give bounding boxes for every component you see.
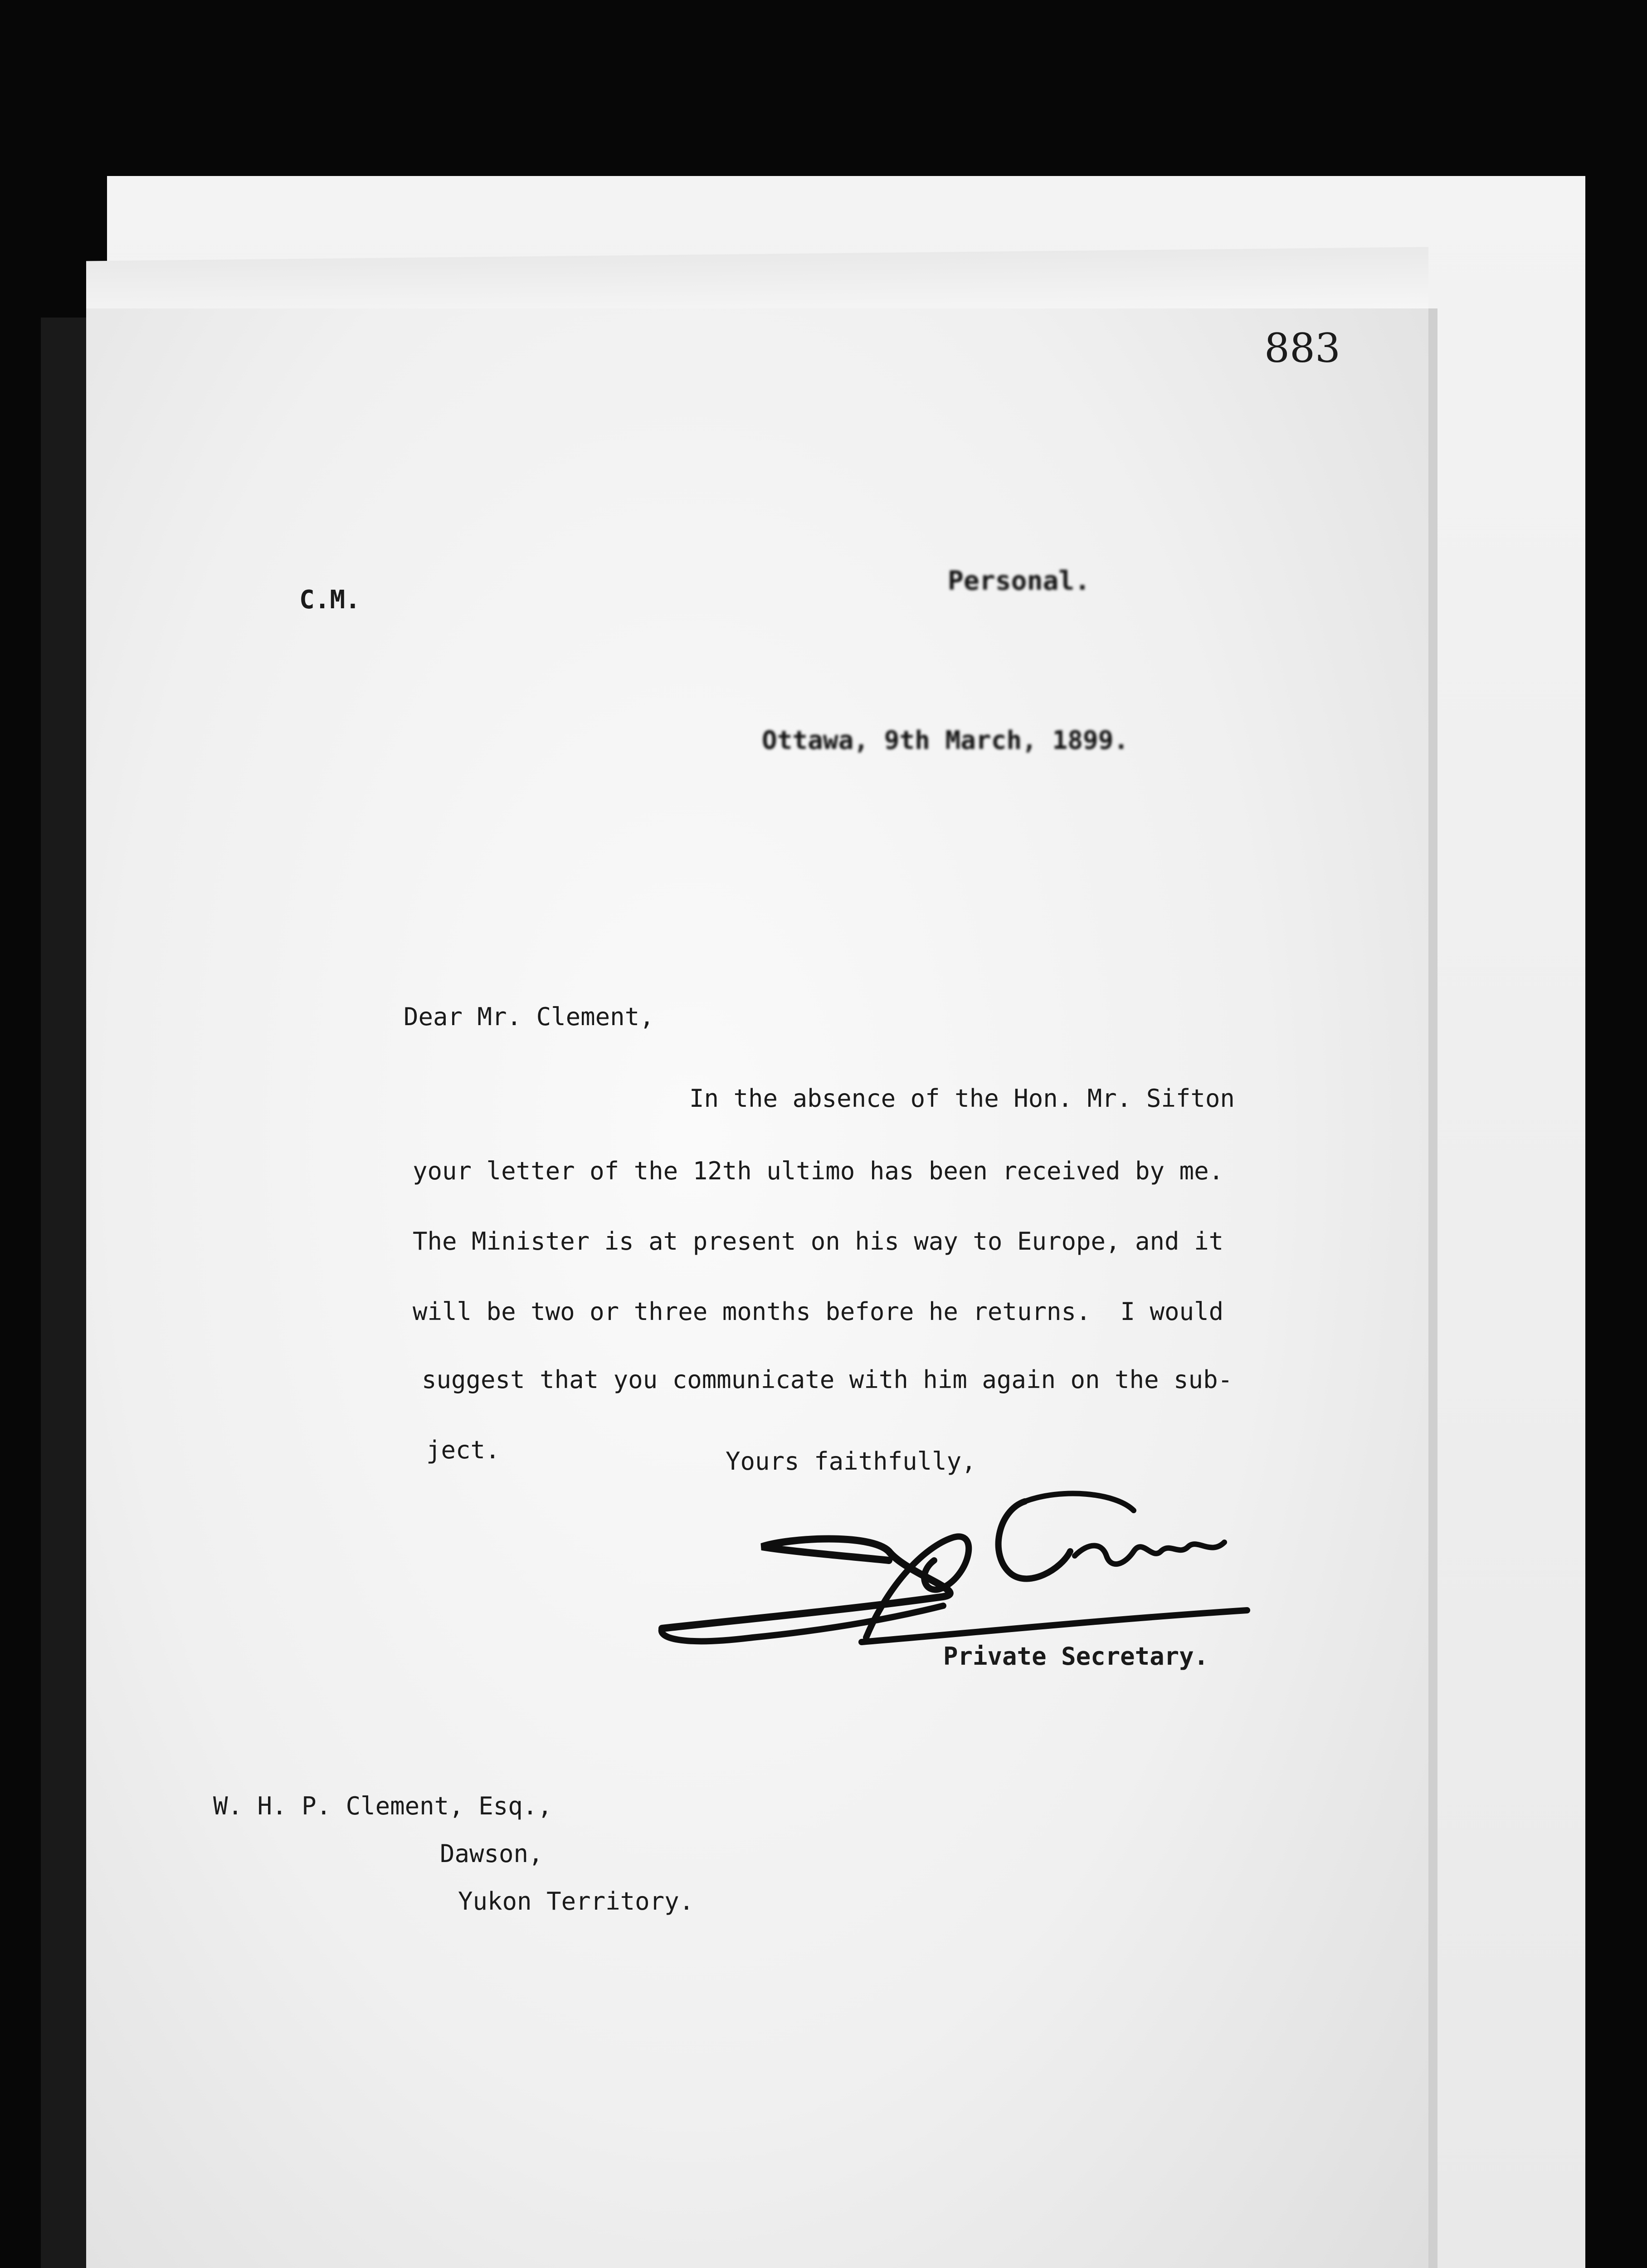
- body-line-5: suggest that you communicate with him again on the sub-: [422, 1365, 1233, 1394]
- body-line-3: The Minister is at present on his way to Europe, and it: [413, 1227, 1224, 1256]
- body-line-6: ject.: [426, 1436, 500, 1464]
- addressee-territory: Yukon Territory.: [458, 1887, 694, 1916]
- salutation: Dear Mr. Clement,: [404, 1002, 654, 1031]
- header-heading: Personal.: [948, 565, 1091, 596]
- page-number: 883: [1264, 325, 1340, 371]
- body-line-1: In the absence of the Hon. Mr. Sifton: [689, 1084, 1235, 1113]
- body-line-4: will be two or three months before he returns. I would: [413, 1297, 1224, 1326]
- date-line: Ottawa, 9th March, 1899.: [762, 726, 1129, 755]
- signer-title: Private Secretary.: [943, 1642, 1209, 1671]
- addressee-city: Dawson,: [440, 1839, 543, 1868]
- closing: Yours faithfully,: [726, 1447, 976, 1476]
- handwritten-signature: [653, 1483, 1261, 1656]
- body-line-2: your letter of the 12th ultimo has been received by me.: [413, 1157, 1224, 1185]
- header-initials: C.M.: [299, 585, 361, 615]
- addressee-name: W. H. P. Clement, Esq.,: [213, 1792, 552, 1820]
- letter-sheet: [86, 308, 1437, 2268]
